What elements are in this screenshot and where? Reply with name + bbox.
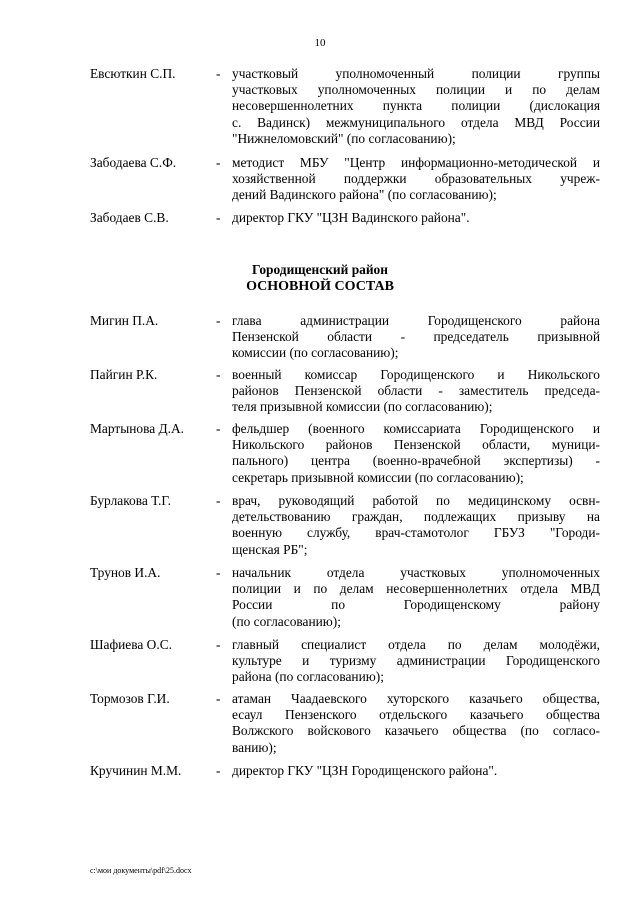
separator-dash: -: [216, 210, 221, 225]
position-line: врач, руководящий работой по медицинскому освн-: [232, 493, 600, 508]
position-line: хозяйственной поддержки образовательных учреж-: [232, 171, 600, 187]
position-line: ванию);: [232, 739, 277, 755]
member-entry: [90, 421, 600, 486]
position-line: России по Городищенскому району: [232, 597, 600, 613]
member-name: Евсюткин С.П.: [90, 66, 176, 81]
position-line: глава администрации Городищенского района: [232, 313, 600, 328]
position-line: есаул Пензенского отдельского казачьего общества: [232, 707, 600, 723]
position-line: с. Вадинск) межмуниципального отдела МВД России: [232, 114, 600, 130]
position-line: директор ГКУ "ЦЗН Городищенского района".: [232, 763, 498, 778]
position-line: секретарь призывной комиссии (по согласованию);: [232, 469, 524, 485]
position-line: дений Вадинского района" (по согласованию);: [232, 187, 497, 203]
separator-dash: -: [216, 421, 221, 436]
separator-dash: -: [216, 367, 221, 382]
position-line: детельствованию граждан, подлежащих призыву на: [232, 509, 600, 525]
member-entry: [90, 565, 600, 630]
position-line: "Нижнеломовский" (по согласованию);: [232, 130, 456, 146]
member-position: [232, 210, 600, 226]
member-position: [232, 421, 600, 486]
position-line: района (по согласованию);: [232, 669, 384, 685]
position-line: комиссии (по согласованию);: [232, 345, 399, 361]
member-name: Бурлакова Т.Г.: [90, 493, 171, 508]
page-number: 10: [314, 37, 326, 49]
member-position: [232, 367, 600, 416]
member-name: Забодаев С.В.: [90, 210, 169, 225]
position-line: щенская РБ";: [232, 541, 308, 557]
separator-dash: -: [216, 66, 221, 81]
position-line: Пензенской области - председатель призывной: [232, 329, 600, 345]
separator-dash: -: [216, 155, 221, 170]
composition-heading: ОСНОВНОЙ СОСТАВ: [246, 279, 394, 294]
district-heading: Городищенский район: [252, 262, 388, 277]
member-name: Мартынова Д.А.: [90, 421, 185, 436]
separator-dash: -: [216, 565, 221, 580]
position-line: начальник отдела участковых уполномоченных: [232, 565, 600, 580]
separator-dash: -: [216, 637, 221, 652]
position-line: военный комиссар Городищенского и Никольского: [232, 367, 600, 382]
member-entry: [90, 691, 600, 756]
position-line: полиции и по делам несовершеннолетних отдела МВД: [232, 581, 600, 597]
member-entry: [90, 66, 600, 147]
position-line: военную службу, врач-стамотолог ГБУЗ "Городи-: [232, 525, 600, 541]
position-line: фельдшер (военного комиссариата Городищенского и: [232, 421, 600, 436]
position-line: участковый уполномоченный полиции группы: [232, 66, 600, 81]
member-entry: [90, 763, 600, 779]
separator-dash: -: [216, 313, 221, 328]
member-name: Забодаева С.Ф.: [90, 155, 177, 170]
position-line: пального) центра (военно-врачебной экспертизы) -: [232, 453, 600, 469]
position-line: главный специалист отдела по делам молодёжи,: [232, 637, 600, 652]
member-entry: [90, 155, 600, 204]
member-position: [232, 493, 600, 558]
position-line: атаман Чаадаевского хуторского казачьего общества,: [232, 691, 600, 706]
member-position: [232, 66, 600, 147]
position-line: Волжского войскового казачьего общества (по согласо-: [232, 723, 600, 739]
member-position: [232, 565, 600, 630]
position-line: культуре и туризму администрации Городищенского: [232, 653, 600, 669]
member-entry: [90, 367, 600, 416]
position-line: (по согласованию);: [232, 613, 341, 629]
separator-dash: -: [216, 493, 221, 508]
member-name: Трунов И.А.: [90, 565, 161, 580]
file-path-footer: c:\мои документы\pdf\25.docx: [90, 866, 192, 875]
member-entry: [90, 313, 600, 362]
position-line: районов Пензенской области - заместитель председа-: [232, 383, 600, 399]
member-position: [232, 763, 600, 779]
member-name: Пайгин Р.К.: [90, 367, 158, 382]
member-entry: [90, 210, 600, 226]
position-line: несовершеннолетних пункта полиции (дислокация: [232, 98, 600, 114]
position-line: методист МБУ "Центр информационно-методической и: [232, 155, 600, 170]
position-line: Никольского районов Пензенской области, муници-: [232, 437, 600, 453]
member-name: Тормозов Г.И.: [90, 691, 170, 706]
position-line: участковых уполномоченных полиции и по делам: [232, 82, 600, 98]
member-position: [232, 155, 600, 204]
member-position: [232, 313, 600, 362]
member-name: Кручинин М.М.: [90, 763, 182, 778]
separator-dash: -: [216, 691, 221, 706]
member-name: Шафиева О.С.: [90, 637, 172, 652]
position-line: теля призывной комиссии (по согласованию);: [232, 399, 493, 415]
member-entry: [90, 637, 600, 686]
position-line: директор ГКУ "ЦЗН Вадинского района".: [232, 210, 470, 225]
member-position: [232, 637, 600, 686]
member-entry: [90, 493, 600, 558]
separator-dash: -: [216, 763, 221, 778]
member-position: [232, 691, 600, 756]
member-name: Мигин П.А.: [90, 313, 159, 328]
